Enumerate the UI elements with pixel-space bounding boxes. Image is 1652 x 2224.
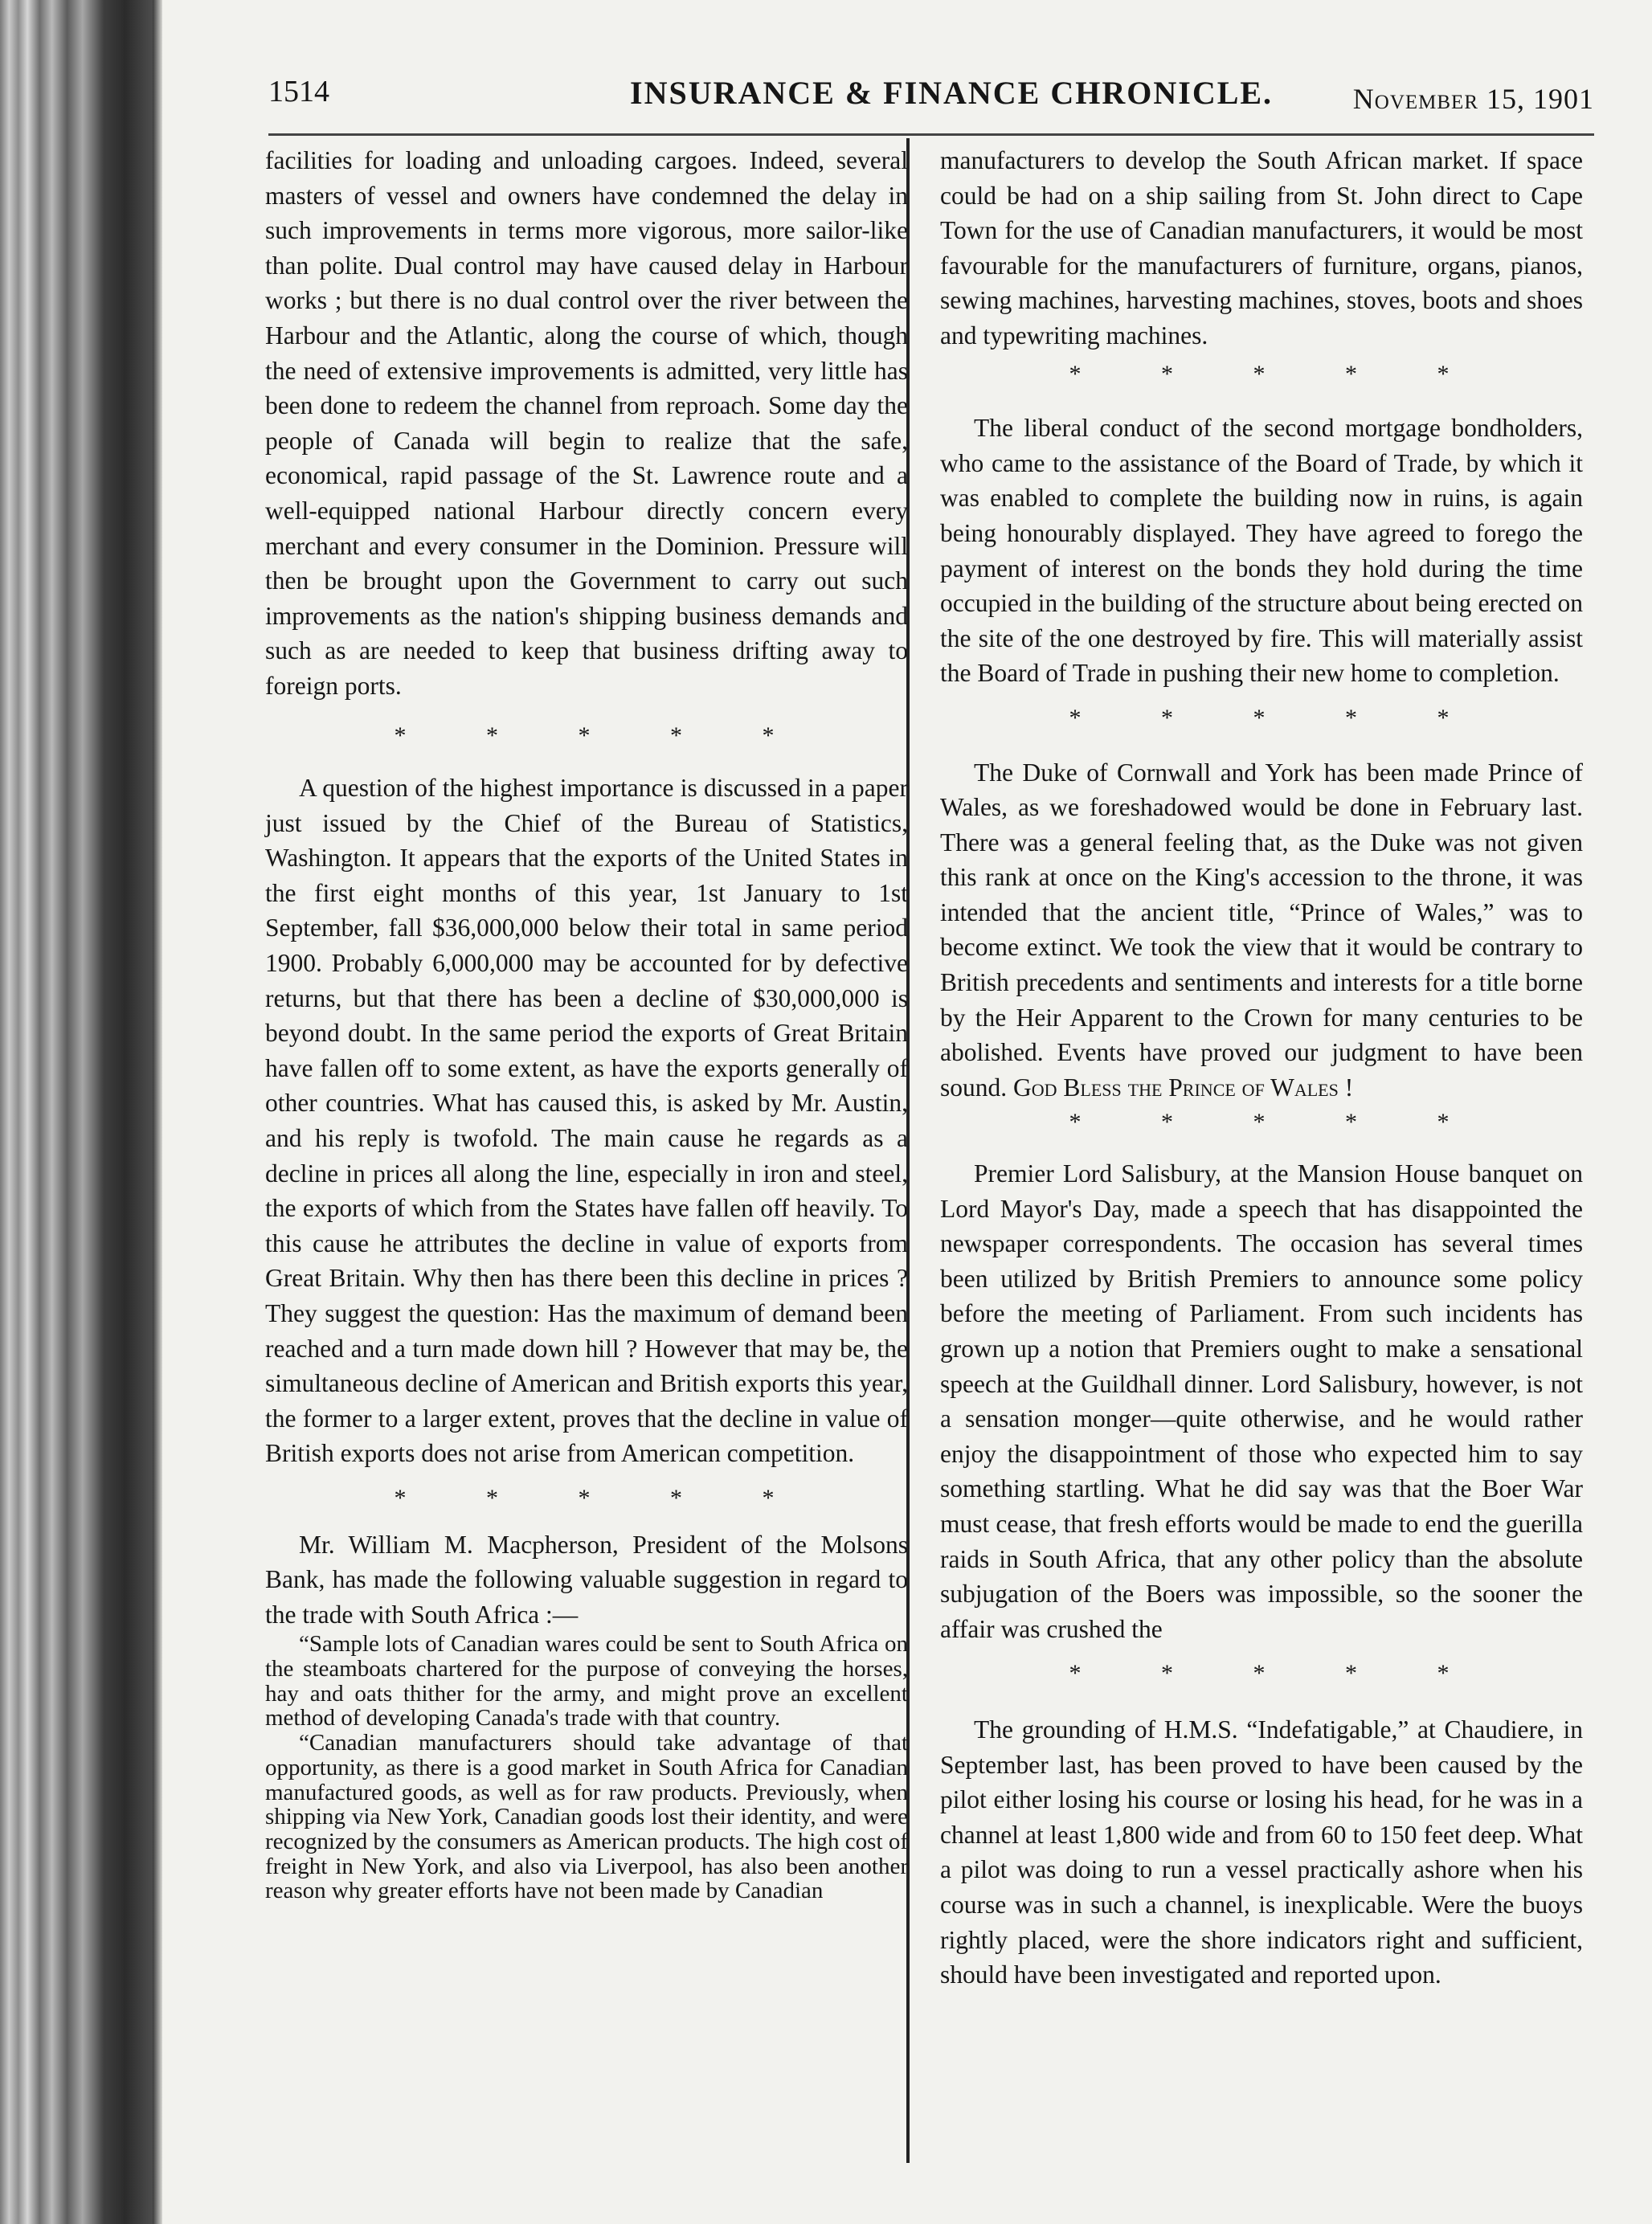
section-separator: * * * * * [1069,704,1486,731]
article-paragraph: The grounding of H.M.S. “Indefatigable,” at Chaudiere, in September last, has been proved to have been caused by the pilot either losing his course or losing his head, for he was in a channel at least 1,800 wide and from 60 to 150 feet deep. What a pilot was doing to run a vessel practically ashore when his course was in such a channel, is inexplicable. Were the buoys rightly placed, were the shore indicators right and sufficient, should have been investigated and reported upon. [940,1715,1583,1989]
article-paragraph: manufacturers to develop the South African market. If space could be had on a ship sailing from St. John direct to Cape Town for the use of Canadian manufacturers, it would be most favourable for the manufacturers of furniture, organs, pianos, sewing machines, harvesting machines, stoves, boots and shoes and typewriting machines. [940,146,1583,350]
section-separator: * * * * * [1069,1109,1486,1136]
section-separator: * * * * * [394,1484,812,1511]
section-separator: * * * * * [1069,360,1486,387]
page-gutter [153,0,162,2224]
section-separator: * * * * * [394,722,812,749]
article-paragraph [940,755,1583,1106]
journal-title: INSURANCE & FINANCE CHRONICLE. [630,75,1274,111]
header-rule [268,133,1594,136]
page-number: 1514 [268,75,329,108]
quoted-paragraph: “Canadian manufacturers should take advantage of that opportunity, as there is a good market in South Africa for Canadian manufactured goods, as well as for raw products. Previously, when shipping via New York, Canadian goods lost their identity, and were recognized by the consumers as American products. The high cost of freight in New York, and also via Liverpool, has also been another reason why greater efforts have not been made by Canadian [265,1730,908,1904]
article-paragraph: The liberal conduct of the second mortgage bondholders, who came to the assistance of the Board of Trade, by which it was enabled to complete the building now in ruins, is again being honourably displayed. They have agreed to forego the payment of interest on the bonds they hold during the time occupied in the building of the structure about being erected on the site of the one destroyed by fire. This will materially assist the Board of Trade in pushing their new home to completion. [940,414,1583,688]
section-separator: * * * * * [1069,1660,1486,1687]
article-paragraph: facilities for loading and unloading cargoes. Indeed, several masters of vessel and owners have condemned the delay in such improvements in terms more vigorous, more sailor-like than polite. Dual control may have caused delay in Harbour works ; but there is no dual control over the river between the Harbour and the Atlantic, along the course of which, though the need of extensive improvements is admitted, very little has been done to redeem the channel from reproach. Some day the people of Canada will begin to realize that the safe, economical, rapid passage of the St. Lawrence route and a well-equipped national Harbour directly concern every merchant and every consumer in the Dominion. Pressure will then be brought upon the Government to carry out such improvements as the nation's shipping business demands and such as are needed to keep that business drifting away to foreign ports. [265,146,908,700]
issue-date: November 15, 1901 [1352,83,1594,115]
left-column [265,143,908,1903]
paragraph-text: The Duke of Cornwall and York has been made Prince of Wales, as we foreshadowed would be done in February last. There was a general feeling that, as the Duke was not given this rank at once on the King's accession to the throne, it was intended that the ancient title, “Prince of Wales,” was to become extinct. We took the view that it would be contrary to British precedents and sentiments and interests for a title borne by the Heir Apparent to the Crown for many centuries to be abolished. Events have proved our judgment to have been sound. [940,758,1583,1102]
article-paragraph: Premier Lord Salisbury, at the Mansion House banquet on Lord Mayor's Day, made a speech that has disappointed the newspaper correspondents. The occasion has several times been utilized by British Premiers to announce some policy before the meeting of Parliament. From such incidents has grown up a notion that Premiers ought to make a sensational speech at the Guildhall dinner. Lord Salisbury, however, is not a sensation monger—quite otherwise, and he would rather enjoy the disappointment of those who expected him to say something startling. What he did say was that the Boer War must cease, that fresh efforts would be made to end the guerilla raids in South Africa, that any other policy than the absolute subjugation of the Boers was impossible, so the sooner the affair was crushed the [940,1159,1583,1643]
running-header [268,74,1594,130]
quoted-paragraph: “Sample lots of Canadian wares could be sent to South Africa on the steamboats chartered for the purpose of conveying the horses, hay and oats thither for the army, and might prove an excellent method of developing Canada's trade with that country. [265,1631,908,1731]
book-spine-shadow [0,0,153,2224]
article-paragraph: Mr. William M. Macpherson, President of the Molsons Bank, has made the following valuable suggestion in regard to the trade with South Africa :— [265,1530,908,1629]
article-paragraph: A question of the highest importance is discussed in a paper just issued by the Chief of the Bureau of Statistics, Washington. It appears that the exports of the United States in the first eight months of this year, 1st January to 1st September, fall $36,000,000 below their total in same period 1900. Probably 6,000,000 may be accounted for by defective returns, but that there has been a decline of $30,000,000 is beyond doubt. In the same period the exports of Great Britain have fallen off to some extent, as have the exports generally of other countries. What has caused this, is asked by Mr. Austin, and his reply is twofold. The main cause he regards as a decline in prices all along the line, especially in iron and steel, the exports of which from the States have fallen off heavily. To this cause he attributes the decline in value of exports from Great Britain. Why then has there been this decline in prices ? They suggest the question: Has the maximum of demand been reached and a turn made down hill ? However that may be, the simultaneous decline of American and British exports this year, the former to a larger extent, proves that the decline in value of British exports does not arise from American competition. [265,774,908,1468]
right-column [940,143,1583,1993]
closing-salutation: God Bless the Prince of Wales ! [1013,1073,1354,1102]
